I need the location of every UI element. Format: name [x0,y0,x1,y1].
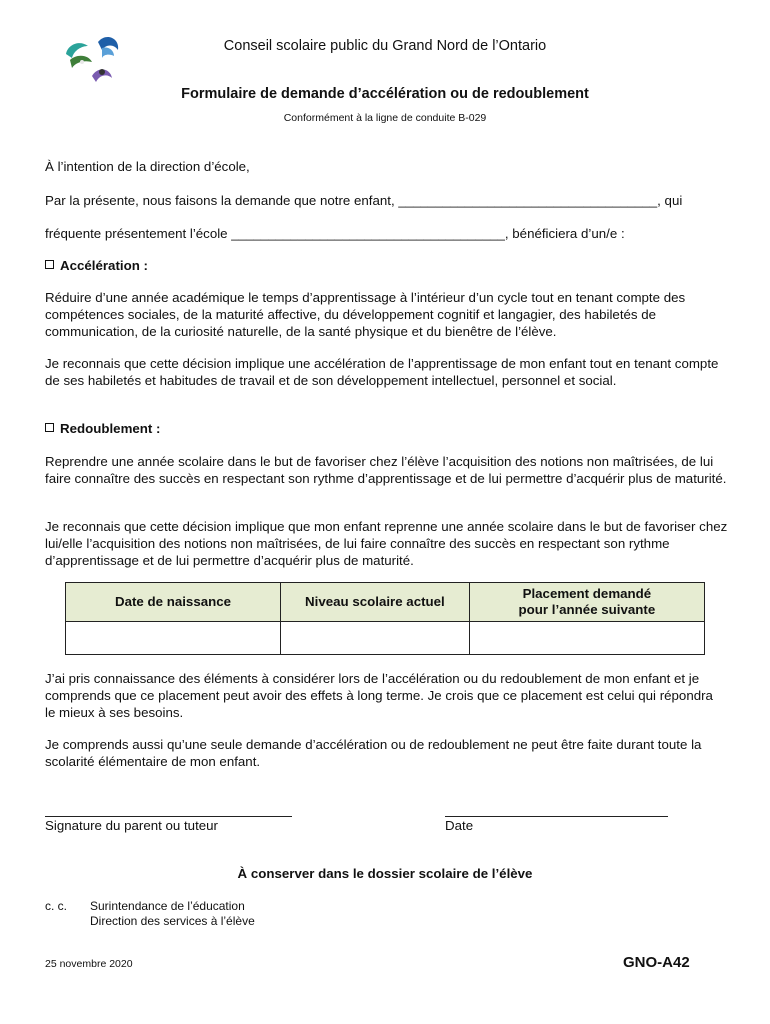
cc-recipient-2: Direction des services à l’élève [90,914,255,928]
revision-date: 25 novembre 2020 [45,958,133,970]
closing-statement: J’ai pris connaissance des éléments à considérer lors de l’accélération ou du redoublement de mon enfant et je comprends que ce placement peut avoir des effets à long terme. Je crois que ce placement est celui qui répondra le mieux à ses besoins. [45,671,713,720]
redoublement-acknowledgement: Je reconnais que cette décision implique que mon enfant reprenne une année scolaire dans le but de favoriser chez lui/elle l’acquisition des notions non maîtrisées, de lui faire connaître des succès en respectant son rythme d’apprentissage et de lui permettre d’acquérir plus de maturité. [45,519,728,568]
current-level-cell[interactable] [281,622,470,655]
form-title: Formulaire de demande d’accélération ou de redoublement [181,86,589,102]
redoublement-option[interactable] [45,420,160,437]
retain-note: À conserver dans le dossier scolaire de l’élève [237,866,533,881]
redoublement-label: Redoublement : [60,421,161,436]
table-header-row [66,583,705,622]
header-current-level: Niveau scolaire actuel [281,583,470,622]
date-signature-line[interactable] [445,816,668,817]
form-subtitle: Conformément à la ligne de conduite B-029 [283,112,487,124]
requested-placement-line1: Placement demandé [522,586,652,601]
redoublement-definition: Reprendre une année scolaire dans le but de favoriser chez l’élève l’acquisition des notions non maîtrisées, de lui faire connaître des succès en respectant son rythme d’apprentissage et de lui permettre d’acquérir plus de maturité. [45,454,727,486]
acceleration-label: Accélération : [60,258,148,273]
parent-signature-label: Signature du parent ou tuteur [45,818,218,833]
header-requested-placement [469,583,704,622]
date-label: Date [445,818,474,833]
redoublement-checkbox[interactable] [45,423,54,432]
single-request-statement: Je comprends aussi qu’une seule demande d’accélération ou de redoublement ne peut être faite durant toute la scolarité élémentaire de mon enfant. [45,737,702,769]
parent-signature-line[interactable] [45,816,292,817]
cc-recipient-1: Surintendance de l’éducation [90,899,245,913]
acceleration-acknowledgement: Je reconnais que cette décision implique une accélération de l’apprentissage de mon enfant tout en tenant compte de ses habiletés et habitudes de travail et de son développement intellectuel, personnel et social. [45,356,719,388]
acceleration-definition: Réduire d’une année académique le temps d’apprentissage à l’intérieur d’un cycle tout en tenant compte des compétences sociales, de la maturité affective, du développement cognitif et langagier, des habiletés de communication, de la curiosité naturelle, de la santé physique et du bienêtre de l’élève. [45,290,686,339]
intro-line-school: fréquente présentement l’école _____________________________________, bénéficiera d’un/e : [45,226,625,241]
salutation: À l’intention de la direction d’école, [45,159,250,174]
acceleration-option[interactable] [45,257,148,274]
organization-name: Conseil scolaire public du Grand Nord de l’Ontario [223,38,547,54]
requested-placement-line2: pour l’année suivante [518,602,656,617]
header-birth-date: Date de naissance [66,583,281,622]
table-row[interactable] [66,622,705,655]
placement-table [65,582,705,655]
intro-line-child: Par la présente, nous faisons la demande que notre enfant, ___________________________________, qui [45,193,683,208]
acceleration-checkbox[interactable] [45,260,54,269]
form-code: GNO-A42 [623,954,690,971]
cc-label: c. c. [45,899,68,913]
requested-placement-cell[interactable] [469,622,704,655]
birth-date-cell[interactable] [66,622,281,655]
